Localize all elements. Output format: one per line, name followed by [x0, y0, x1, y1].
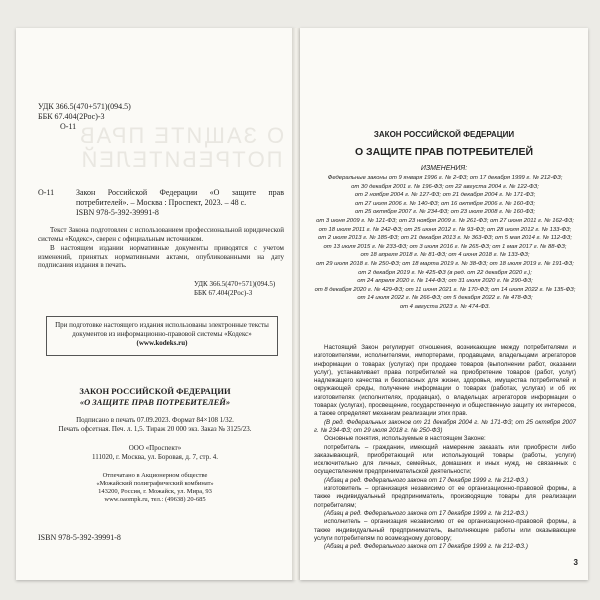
law-paragraph: Основные понятия, используемые в настоящем Законе: [324, 435, 486, 443]
imprint-title-1: ЗАКОН РОССИЙСКОЙ ФЕДЕРАЦИИ [79, 386, 231, 396]
printer-line-4: www.oaompk.ru, тел.: (49638) 20-685 [104, 496, 206, 503]
isbn-top: ISBN 978-5-392-39991-8 [76, 208, 159, 217]
amendment-line: от 13 июля 2015 г. № 233-ФЗ; от 3 июля 2016 г. № 265-ФЗ; от 1 мая 2017 г. № 88-ФЗ; [323, 243, 567, 250]
law-heading: ЗАКОН РОССИЙСКОЙ ФЕДЕРАЦИИ [373, 130, 515, 139]
right-page [300, 28, 588, 580]
amendment-line: от 3 июня 2009 г. № 121-ФЗ; от 23 ноября 2009 г. № 261-ФЗ; от 27 июня 2011 г. № 162-ФЗ; [316, 217, 574, 224]
changes-label: ИЗМЕНЕНИЯ: [420, 165, 468, 172]
bibliographic-entry: Закон Российской Федерации «О защите прав потребителей». – Москва : Проспект, 2023. – 48 с. [76, 188, 284, 207]
left-page [16, 28, 294, 580]
amendment-line: от 2 декабря 2019 г. № 425-ФЗ (в ред. от 22 декабря 2020 г.); [358, 269, 532, 276]
isbn-bottom: ISBN 978-5-392-39991-8 [38, 533, 121, 542]
printer-line-1: Отпечатано в Акционерном обществе [102, 472, 208, 479]
udk-code: УДК 366.5(470+571)(094.5) [38, 102, 131, 111]
amendment-line: от 8 декабря 2020 г. № 429-ФЗ; от 11 июня 2021 г. № 170-ФЗ; от 14 июля 2022 г. № 135-ФЗ; [314, 286, 576, 293]
amendment-line: от 18 июля 2011 г. № 242-ФЗ; от 25 июня 2012 г. № 93-ФЗ; от 28 июля 2012 г. № 133-ФЗ; [318, 226, 572, 233]
edition-reference: (Абзац в ред. Федерального закона от 17 декабря 1999 г. № 212-ФЗ.) [324, 476, 528, 484]
entry-mark: О-11 [38, 188, 55, 197]
edition-reference: (В ред. Федеральных законов от 21 декабря 2004 г. № 171-ФЗ; от 25 октября 2007 г. № 234-ФЗ; от 29 июля 2018 г. № 250-ФЗ) [314, 418, 576, 434]
law-paragraph: потребитель – гражданин, имеющий намерение заказать или приобрести либо заказывающий, приобретающий или использующий товары (работы, услуги) исключительно для личных, семейных, домашних и иных нужд, не связанных с осуществлением предпринимательской деятельности; [314, 443, 576, 476]
amendment-line: от 18 апреля 2018 г. № 81-ФЗ; от 4 июня 2018 г. № 133-ФЗ; [360, 252, 530, 259]
amendment-line: от 27 июля 2006 г. № 140-ФЗ; от 16 октября 2006 г. № 160-ФЗ; [354, 200, 536, 207]
amendment-line: от 29 июля 2018 г. № 250-ФЗ; от 18 марта 2019 г. № 38-ФЗ; от 18 июля 2019 г. № 191-ФЗ; [316, 260, 574, 267]
amendments-list [314, 174, 576, 312]
amendment-line: от 25 октября 2007 г. № 234-ФЗ; от 23 июля 2008 г. № 160-ФЗ; [354, 209, 536, 216]
law-paragraph: изготовитель – организация независимо от ее организационно-правовой формы, а также индивидуальный предприниматель, производящие товары для реализации потребителям; [314, 485, 576, 509]
udk-code-repeat: УДК 366.5(470+571)(094.5) [194, 280, 276, 288]
law-paragraph: исполнитель – организация независимо от ее организационно-правовой формы, а также индивидуальный предприниматель, выполняющие работы или оказывающие услуги потребителям по возмездному договору; [314, 518, 576, 542]
edition-note: В настоящем издании нормативные документы приводятся с учетом изменений, принятых нормативными актами, опубликованными на дату подписания издания в печать. [38, 244, 284, 270]
author-mark: О-11 [60, 122, 77, 131]
bbk-code-repeat: ББК 67.404(2Рос)-3 [194, 289, 253, 297]
edition-reference: (Абзац в ред. Федерального закона от 17 декабря 1999 г. № 212-ФЗ.) [324, 509, 528, 517]
law-body [314, 344, 576, 551]
print-details [16, 416, 294, 434]
edition-reference: (Абзац в ред. Федерального закона от 17 декабря 1999 г. № 212-ФЗ.) [324, 543, 528, 551]
kodeks-url: (www.kodeks.ru) [136, 339, 188, 347]
imprint-title-2: «О ЗАЩИТЕ ПРАВ ПОТРЕБИТЕЛЕЙ» [79, 397, 231, 407]
publisher-info [16, 444, 294, 462]
classification-codes-repeat [194, 280, 275, 298]
bbk-code: ББК 67.404(2Рос)-3 [38, 112, 105, 121]
law-paragraph: Настоящий Закон регулирует отношения, возникающие между потребителями и изготовителями, исполнителями, импортерами, продавцами, владельцами агрегаторов информации о товарах (услугах) при продаже товаров (выполнении работ, оказании услуг), устанавливает права потребителей на приобретение товаров (работ, услуг) надлежащего качества и безопасных для жизни, здоровья, имущества потребителей и окружающей среды, получение информации о товарах (работах, услугах) и об их изготовителях (исполнителях, продавцах), о владельцах агрегаторов информации о товарах (услугах), просвещение, государственную и общественную защиту их интересов, а также определяет механизм реализации этих прав. [314, 344, 576, 418]
printer-line-2: «Можайский полиграфический комбинат» [96, 480, 214, 487]
preparation-note: Текст Закона подготовлен с использованием профессиональной юридической системы «Кодекс», сверен с официальным источником. [38, 226, 284, 243]
show-through-text: О ЗАЩИТЕ ПРАВ ПОТРЕБИТЕЛЕЙ [77, 123, 285, 172]
print-run: Печать офсетная. Печ. л. 1,5. Тираж 20 000 экз. Заказ № 3125/23. [58, 425, 252, 433]
amendment-line: от 14 июля 2022 г. № 266-ФЗ; от 5 декабря 2022 г. № 478-ФЗ; [357, 295, 533, 302]
kodeks-notice-box [46, 316, 278, 356]
kodeks-notice-text: При подготовке настоящего издания использованы электронные тексты документов из информационно-правовой системы «Кодекс» [55, 321, 269, 338]
amendment-line: от 4 августа 2023 г. № 474-ФЗ. [399, 303, 491, 310]
publisher-name: ООО «Проспект» [128, 444, 182, 452]
publisher-address: 111020, г. Москва, ул. Боровая, д. 7, стр. 4. [92, 453, 218, 461]
amendment-line: от 2 ноября 2004 г. № 127-ФЗ; от 21 декабря 2004 г. № 171-ФЗ; [354, 192, 536, 199]
amendment-line: Федеральные законы от 9 января 1996 г. № 2-ФЗ; от 17 декабря 1999 г. № 212-ФЗ; [327, 175, 563, 181]
amendment-line: от 2 июля 2013 г. № 185-ФЗ; от 21 декабря 2013 г. № 363-ФЗ; от 5 мая 2014 г. № 112-ФЗ; [318, 235, 572, 242]
classification-codes [38, 102, 131, 132]
printer-line-3: 143200, Россия, г. Можайск, ул. Мира, 93 [98, 488, 212, 495]
print-signed: Подписано в печать 07.09.2023. Формат 84×108 1/32. [76, 416, 234, 424]
printer-info [16, 472, 294, 504]
amendment-line: от 30 декабря 2001 г. № 196-ФЗ; от 22 августа 2004 г. № 122-ФЗ; [351, 183, 539, 190]
amendment-line: от 24 апреля 2020 г. № 144-ФЗ; от 31 июля 2020 г. № 290-ФЗ; [357, 278, 533, 285]
page-number: 3 [573, 558, 578, 567]
law-title: О ЗАЩИТЕ ПРАВ ПОТРЕБИТЕЛЕЙ [354, 146, 534, 158]
